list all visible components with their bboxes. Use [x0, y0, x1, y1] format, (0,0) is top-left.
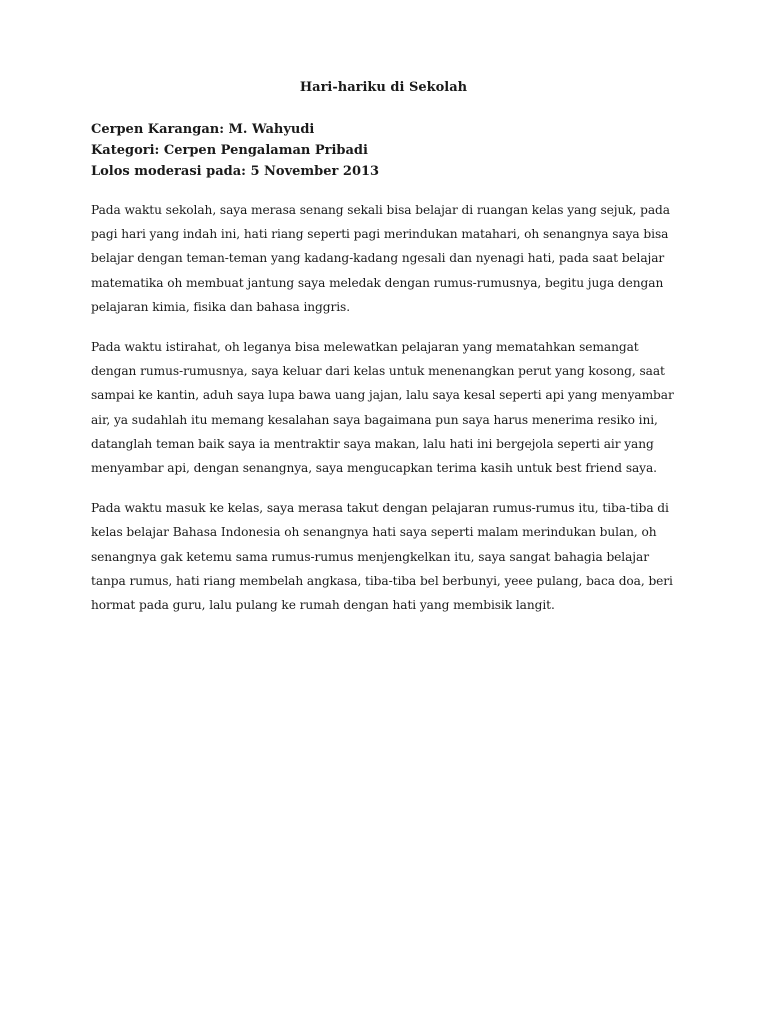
author-line: Cerpen Karangan: M. Wahyudi — [91, 122, 315, 137]
moderation-date-line: Lolos moderasi pada: 5 November 2013 — [91, 164, 380, 179]
category-line: Kategori: Cerpen Pengalaman Pribadi — [91, 143, 368, 158]
story-metadata — [91, 119, 676, 182]
paragraph-2: Pada waktu istirahat, oh leganya bisa melewatkan pelajaran yang mematahkan semangat dengan rumus-rumusnya, saya keluar dari kelas untuk menenangkan perut yang kosong, saat sampai ke kantin, aduh saya lupa bawa uang jajan, lalu saya kesal seperti api yang menyambar air, ya sudahlah itu memang kesalahan saya bagaimana pun saya harus menerima resiko ini, datanglah teman baik saya ia mentraktir saya makan, lalu hati ini bergejola seperti air yang menyambar api, dengan senangnya, saya mengucapkan terima kasih untuk best friend saya. — [91, 340, 674, 476]
document-title: Hari-hariku di Sekolah — [299, 80, 468, 95]
paragraph-3: Pada waktu masuk ke kelas, saya merasa takut dengan pelajaran rumus-rumus itu, tiba-tiba di kelas belajar Bahasa Indonesia oh senangnya hati saya seperti malam merindukan bulan, oh senangnya gak ketemu sama rumus-rumus menjengkelkan itu, saya sangat bahagia belajar tanpa rumus, hati riang membelah angkasa, tiba-tiba bel berbunyi, yeee pulang, baca doa, beri hormat pada guru, lalu pulang ke rumah dengan hati yang membisik langit. — [91, 501, 673, 613]
paragraph-1: Pada waktu sekolah, saya merasa senang sekali bisa belajar di ruangan kelas yang sejuk, pada pagi hari yang indah ini, hati riang seperti pagi merindukan matahari, oh senangnya saya bisa belajar dengan teman-teman yang kadang-kadang ngesali dan nyenagi hati, pada saat belajar matematika oh membuat jantung saya meledak dengan rumus-rumusnya, begitu juga dengan pelajaran kimia, fisika dan bahasa inggris. — [91, 203, 670, 314]
